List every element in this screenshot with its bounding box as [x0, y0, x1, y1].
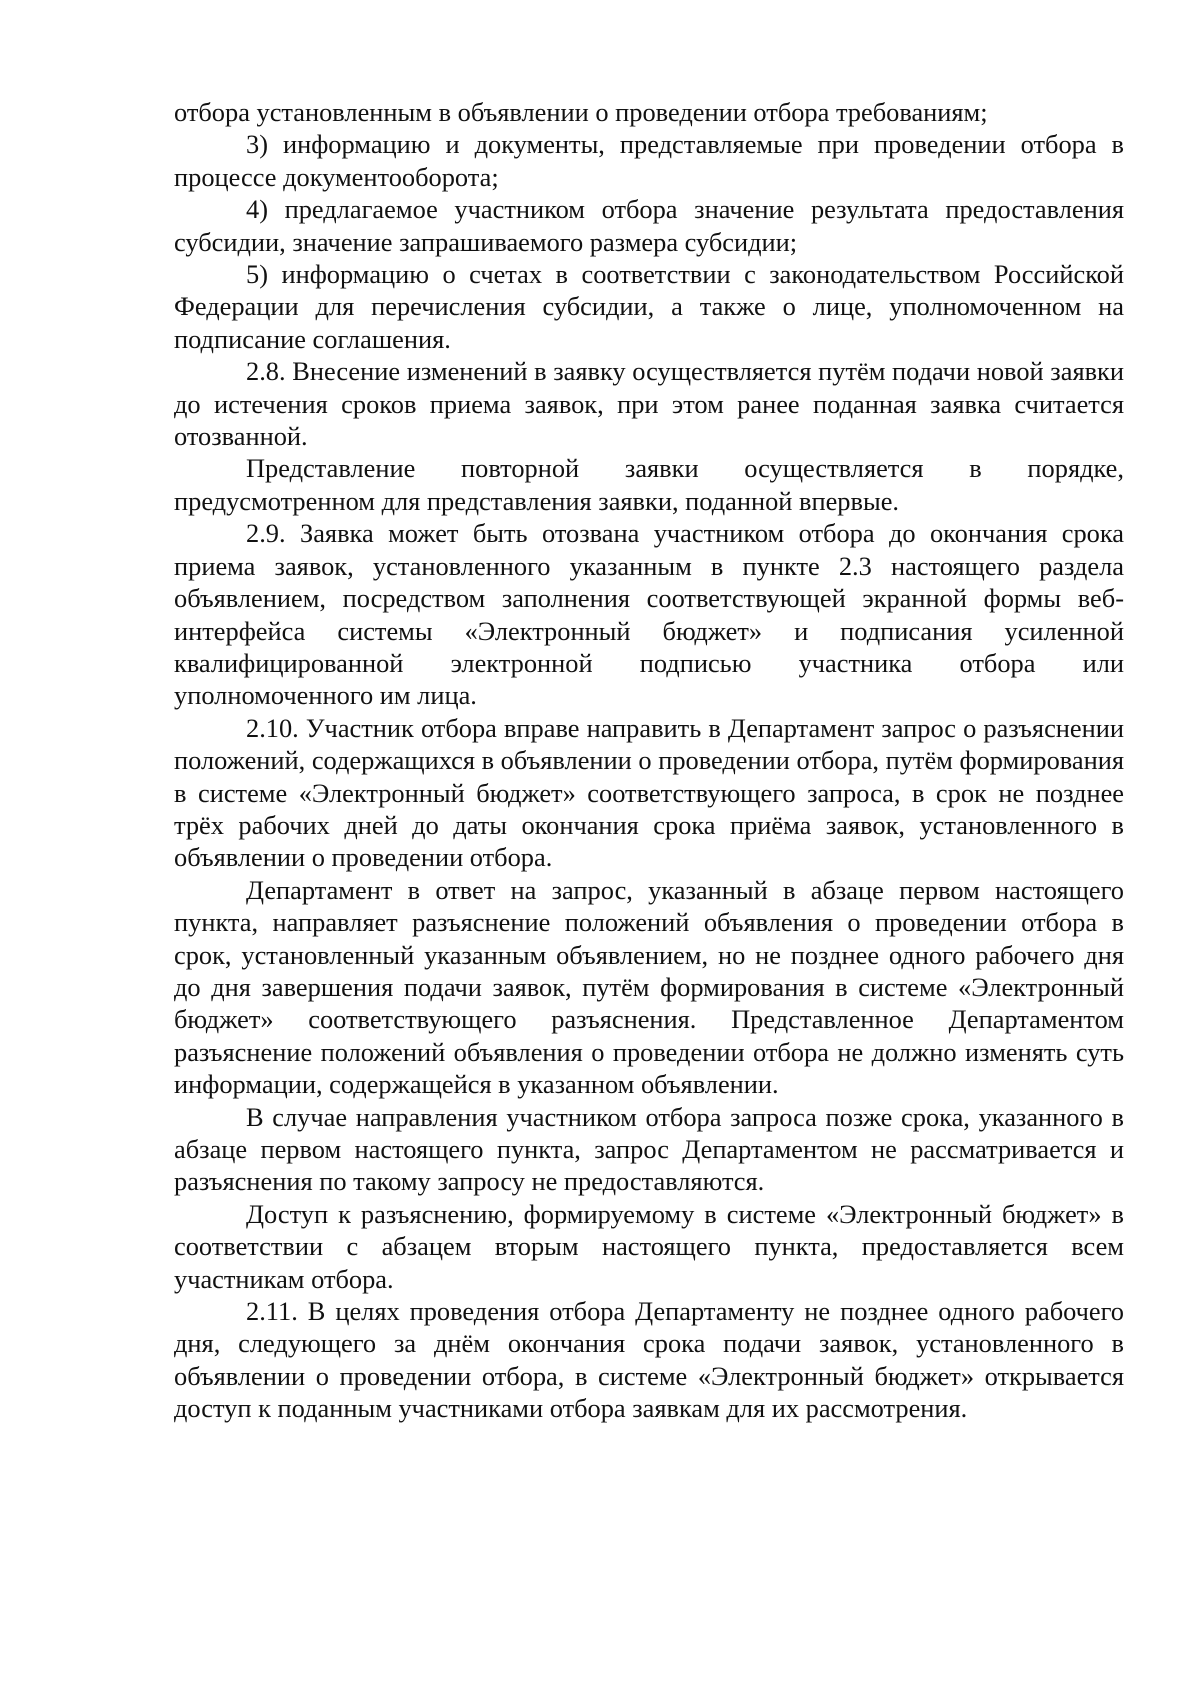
paragraph-item-3: 3) информацию и документы, представляемые при проведении отбора в процессе документооборота; — [174, 129, 1124, 192]
paragraph-2-10-access: Доступ к разъяснению, формируемому в системе «Электронный бюджет» в соответствии с абзацем вторым настоящего пункта, предоставляется всем участникам отбора. — [174, 1198, 1124, 1294]
paragraph-2-10-response: Департамент в ответ на запрос, указанный в абзаце первом настоящего пункта, направляет разъяснение положений объявления о проведении отбора в срок, установленный указанным объявлением, но не позднее одного рабочего дня до дня завершения подачи заявок, путём формирования в системе «Электронный бюджет» соответствующего разъяснения. Представленное Департаментом разъяснение положений объявления о проведении отбора не должно изменять суть информации, содержащейся в указанном объявлении. — [174, 874, 1124, 1100]
document-body — [174, 96, 1124, 1425]
paragraph-2-10: 2.10. Участник отбора вправе направить в Департамент запрос о разъяснении положений, содержащихся в объявлении о проведении отбора, путём формирования в системе «Электронный бюджет» соответствующего запроса, в срок не позднее трёх рабочих дней до даты окончания срока приёма заявок, установленного в объявлении о проведении отбора. — [174, 712, 1124, 873]
paragraph-2-11: 2.11. В целях проведения отбора Департаменту не позднее одного рабочего дня, следующего за днём окончания срока подачи заявок, установленного в объявлении о проведении отбора, в системе «Электронный бюджет» открывается доступ к поданным участниками отбора заявкам для их рассмотрения. — [174, 1296, 1124, 1424]
paragraph-2-8-resubmission: Представление повторной заявки осуществляется в порядке, предусмотренном для представления заявки, поданной впервые. — [174, 453, 1124, 516]
paragraph-2-10-late-request: В случае направления участником отбора запроса позже срока, указанного в абзаце первом настоящего пункта, запрос Департаментом не рассматривается и разъяснения по такому запросу не предоставляются. — [174, 1101, 1124, 1197]
paragraph-2-9: 2.9. Заявка может быть отозвана участником отбора до окончания срока приема заявок, установленного указанным в пункте 2.3 настоящего раздела объявлением, посредством заполнения соответствующей экранной формы веб-интерфейса системы «Электронный бюджет» и подписания усиленной квалифицированной электронной подписью участника отбора или уполномоченного им лица. — [174, 518, 1124, 711]
paragraph-item-5: 5) информацию о счетах в соответствии с законодательством Российской Федерации для перечисления субсидии, а также о лице, уполномоченном на подписание соглашения. — [174, 259, 1124, 354]
paragraph-item-4: 4) предлагаемое участником отбора значение результата предоставления субсидии, значение запрашиваемого размера субсидии; — [174, 194, 1124, 257]
paragraph-2-8: 2.8. Внесение изменений в заявку осуществляется путём подачи новой заявки до истечения сроков приема заявок, при этом ранее поданная заявка считается отозванной. — [174, 356, 1124, 452]
paragraph-continuation: отбора установленным в объявлении о проведении отбора требованиям; — [174, 97, 988, 127]
